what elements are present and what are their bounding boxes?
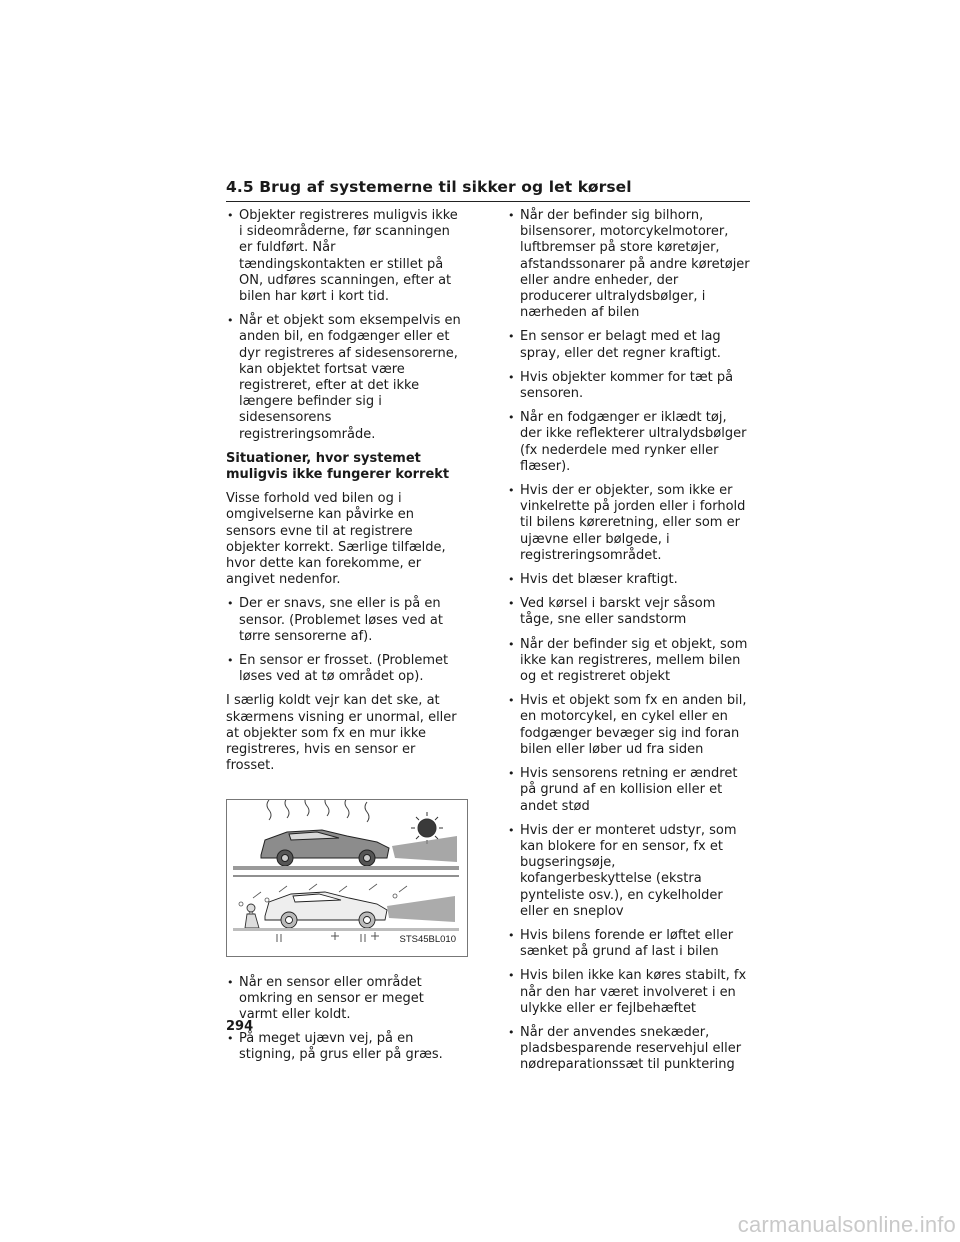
list-item: • Hvis sensorens retning er ændret på grund af en kollision eller et andet stød [507, 766, 751, 815]
list-item: • Hvis det blæser kraftigt. [507, 572, 751, 588]
watermark: carmanualsonline.info [737, 1212, 956, 1237]
page-number: 294 [226, 1019, 254, 1034]
list-item: • Hvis bilen ikke kan køres stabilt, fx når den har været involveret i en ulykke eller er fejlbehæftet [507, 968, 751, 1017]
bullet-list-right [507, 208, 751, 1074]
paragraph: Visse forhold ved bilen og i omgivelserne kan påvirke en sensors evne til at registrere objekter korrekt. Særlige tilfælde, hvor dette kan forekomme, er angivet nedenfor. [226, 491, 446, 588]
list-item: • Når der befinder sig et objekt, som ikke kan registreres, mellem bilen og et registreret objekt [507, 637, 751, 686]
figure-label: STS45BL010 [398, 932, 457, 948]
bullet-list-top [226, 208, 464, 443]
ice-crystals-icon [277, 932, 379, 942]
left-column [226, 208, 464, 1072]
section-header [226, 178, 750, 202]
sensor-beam [392, 836, 457, 862]
car-bottom [265, 892, 387, 928]
sensor-beam [387, 896, 455, 922]
bullet-list-bottom [226, 975, 464, 1064]
bullet-list-mid [226, 596, 464, 685]
list-item: • Objekter registreres muligvis ikke i sideområderne, før scanningen er fuldført. Når tændingskontakten er stillet på ON, udføres scanningen, efter at bilen har kørt i kort tid. [226, 208, 464, 305]
list-item: • Hvis der er objekter, som ikke er vinkelrette på jorden eller i forhold til bilens køreretning, eller som er ujævne eller bølgede, i registreringsområdet. [507, 483, 751, 564]
header-rule [226, 201, 750, 202]
list-item: • En sensor er belagt med et lag spray, eller det regner kraftigt. [507, 329, 751, 361]
car-top [261, 830, 389, 866]
list-item: • Når en fodgænger er iklædt tøj, der ikke reflekterer ultralydsbølger (fx nederdele med rynker eller flæser). [507, 410, 751, 475]
road-top [233, 866, 459, 870]
heat-waves-icon [267, 800, 369, 822]
list-item: • Der er snavs, sne eller is på en sensor. (Problemet løses ved at tørre sensorerne af). [226, 596, 464, 645]
person-icon [245, 904, 259, 928]
list-item: • Når et objekt som eksempelvis en anden bil, en fodgænger eller et dyr registreres af sidesensorerne, kan objektet fortsat være registreret, efter at det ikke længere befinder sig i sidesensorens registreringsområde. [226, 313, 464, 443]
list-item: • Hvis der er monteret udstyr, som kan blokere for en sensor, fx et bugseringsøje, kofangerbeskyttelse (ekstra pynteliste osv.), en cykelholder eller en sneplov [507, 823, 751, 920]
list-item: • Hvis objekter kommer for tæt på sensoren. [507, 370, 751, 402]
paragraph: I særlig koldt vejr kan det ske, at skærmens visning er unormal, eller at objekter som fx en mur ikke registreres, hvis en sensor er frosset. [226, 693, 457, 774]
list-item: • Hvis et objekt som fx en anden bil, en motorcykel, en cykel eller en fodgænger bevæger sig ind foran bilen eller løber ud fra siden [507, 693, 751, 758]
list-item: • Når der befinder sig bilhorn, bilsensorer, motorcykelmotorer, luftbremser på store køretøjer, afstandssonarer på andre køretøjer eller andre enheder, der producerer ultralydsbølger, i nærheden af bilen [507, 208, 751, 321]
road-bottom [233, 928, 459, 931]
subheading: Situationer, hvor systemet muligvis ikke fungerer korrekt [226, 450, 450, 483]
right-column [507, 208, 751, 1082]
list-item: • Ved kørsel i barskt vejr såsom tåge, sne eller sandstorm [507, 596, 751, 628]
list-item: • En sensor er frosset. (Problemet løses ved at tø området op). [226, 653, 464, 685]
sensor-illustration [226, 799, 468, 957]
list-item: • Når der anvendes snekæder, pladsbesparende reservehjul eller nødreparationssæt til punktering [507, 1025, 751, 1074]
list-item: • Når en sensor eller området omkring en sensor er meget varmt eller koldt. [226, 975, 464, 1024]
list-item: • På meget ujævn vej, på en stigning, på grus eller på græs. [226, 1031, 464, 1063]
section-title: 4.5 Brug af systemerne til sikker og let kørsel [226, 178, 632, 196]
list-item: • Hvis bilens forende er løftet eller sænket på grund af last i bilen [507, 928, 751, 960]
